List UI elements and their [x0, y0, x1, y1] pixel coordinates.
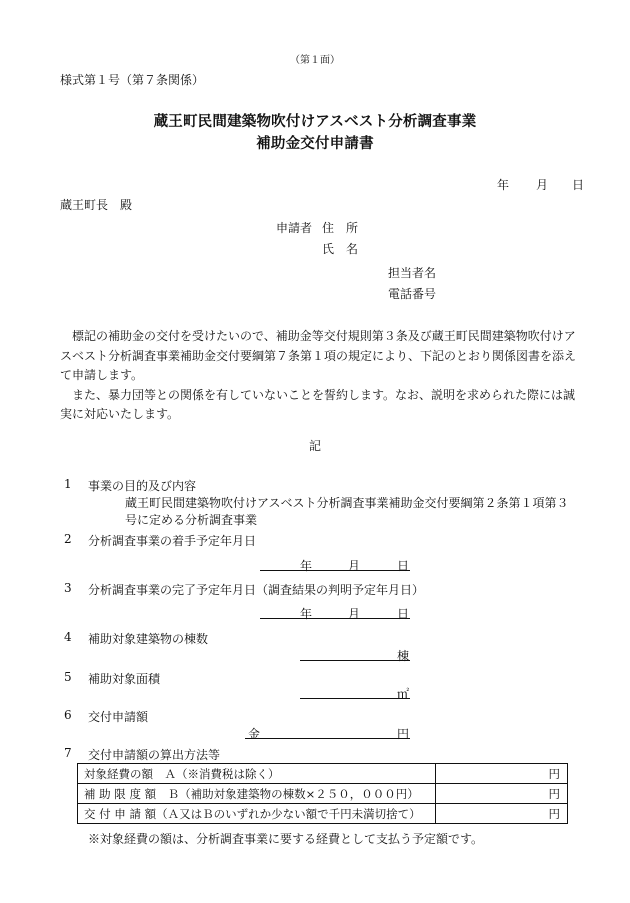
- document-title-line2: 補助金交付申請書: [256, 136, 374, 152]
- body-paragraph-1: 標記の補助金の交付を受けたいので、補助金等交付規則第３条及び蔵王町民間建築物吹付けアスベスト分析調査事業補助金交付要綱第７条第１項の規定により、下記のとおり関係図書を添えて申請します。: [60, 329, 577, 382]
- start-date-day: 日: [397, 559, 410, 573]
- item-5-label: 補助対象面積: [88, 672, 161, 686]
- page-number: （第１面）: [290, 55, 340, 66]
- row-label-subsidy-limit: 補 助 限 度 額 Ｂ（補助対象建築物の棟数×２５０，０００円）: [78, 784, 436, 804]
- building-count-unit: 棟: [397, 649, 410, 663]
- subsidy-limit-cell[interactable]: 円: [436, 784, 568, 804]
- item-7-number: 7: [64, 746, 72, 760]
- completion-date-field[interactable]: [260, 606, 410, 619]
- calculation-table: [77, 763, 568, 824]
- date-month-label: 月: [536, 178, 549, 192]
- start-date-month: 月: [348, 559, 361, 573]
- completion-date-day: 日: [397, 607, 410, 621]
- addressee: 蔵王町長 殿: [60, 198, 133, 212]
- form-number: 様式第１号（第７条関係）: [60, 73, 205, 87]
- item-6-label: 交付申請額: [88, 710, 149, 724]
- item-5-number: 5: [64, 670, 72, 684]
- body-text: [60, 327, 580, 425]
- building-count-field[interactable]: [300, 648, 410, 661]
- document-title-line1: 蔵王町民間建築物吹付けアスベスト分析調査事業: [153, 114, 477, 130]
- date-year-label: 年: [497, 178, 510, 192]
- application-amount-field[interactable]: [245, 726, 410, 739]
- name-label: 氏 名: [322, 242, 359, 256]
- table-row: [78, 784, 568, 804]
- area-unit: ㎡: [397, 687, 410, 701]
- item-1-detail-line1: 蔵王町民間建築物吹付けアスベスト分析調査事業補助金交付要綱第２条第１項第３: [125, 496, 569, 510]
- phone-label: 電話番号: [388, 287, 437, 301]
- amount-prefix: 金: [248, 727, 261, 741]
- ki-marker: 記: [308, 439, 321, 453]
- table-row: [78, 764, 568, 784]
- table-note: ※対象経費の額は、分析調査事業に要する経費として支払う予定額です。: [88, 832, 484, 846]
- item-3-label: 分析調査事業の完了予定年月日（調査結果の判明予定年月日）: [88, 583, 425, 597]
- item-1-detail-line2: 号に定める分析調査事業: [125, 513, 258, 527]
- address-label: 住 所: [322, 221, 359, 235]
- row-label-application-amount: 交 付 申 請 額（Ａ又はＢのいずれか少ない額で千円未満切捨て）: [78, 804, 436, 824]
- start-date-field[interactable]: [260, 558, 410, 571]
- table-row: [78, 804, 568, 824]
- item-7-label: 交付申請額の算出方法等: [88, 748, 221, 762]
- item-6-number: 6: [64, 708, 72, 722]
- applicant-label: 申請者: [276, 221, 313, 235]
- item-3-number: 3: [64, 581, 72, 595]
- start-date-year: 年: [300, 559, 313, 573]
- completion-date-year: 年: [300, 607, 313, 621]
- area-field[interactable]: [300, 686, 410, 699]
- application-amount-cell[interactable]: 円: [436, 804, 568, 824]
- amount-unit: 円: [397, 727, 410, 741]
- date-day-label: 日: [572, 178, 585, 192]
- target-cost-cell[interactable]: 円: [436, 764, 568, 784]
- item-4-label: 補助対象建築物の棟数: [88, 632, 209, 646]
- item-1-number: 1: [64, 477, 72, 491]
- item-2-label: 分析調査事業の着手予定年月日: [88, 534, 257, 548]
- row-label-target-cost: 対象経費の額 Ａ（※消費税は除く）: [78, 764, 436, 784]
- item-1-label: 事業の目的及び内容: [88, 479, 197, 493]
- contact-person-label: 担当者名: [388, 266, 437, 280]
- item-4-number: 4: [64, 630, 72, 644]
- item-2-number: 2: [64, 532, 72, 546]
- completion-date-month: 月: [348, 607, 361, 621]
- body-paragraph-2: また、暴力団等との関係を有していないことを誓約します。なお、説明を求められた際には誠実に対応いたします。: [60, 387, 576, 421]
